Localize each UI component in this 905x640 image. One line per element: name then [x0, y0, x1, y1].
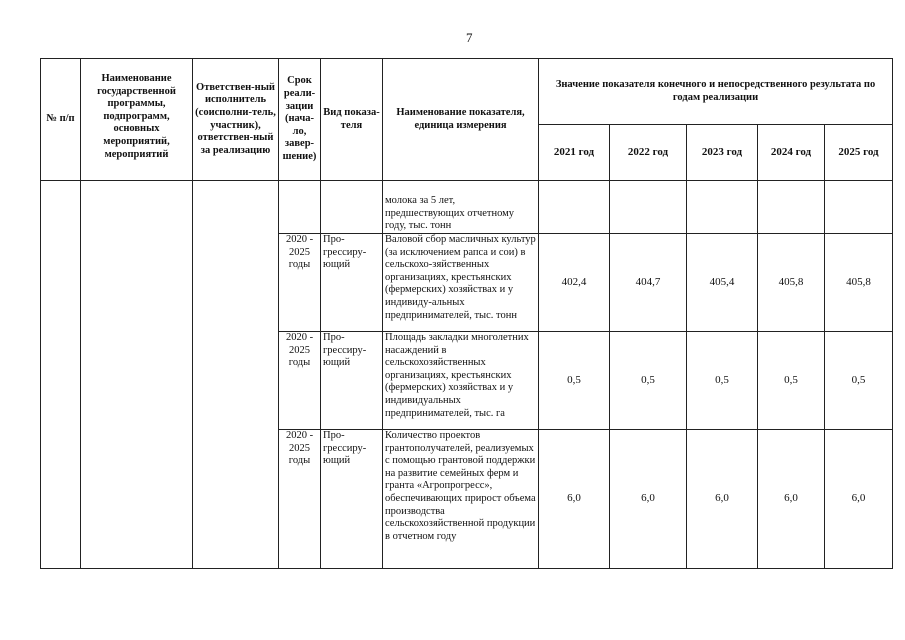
header-year-2023: 2023 год [687, 125, 758, 181]
cell-value: 0,5 [687, 332, 758, 430]
cell-value: 405,8 [758, 234, 825, 332]
table-row [41, 181, 893, 234]
cell-num [41, 181, 81, 569]
cell-indicator: молока за 5 лет, предшествующих отчетному году, тыс. тонн [383, 181, 539, 234]
cell-indicator: Валовой сбор масличных культур (за исключением рапса и сои) в сельскохо-зяйственных организациях, крестьянских (фермерских) хозяйствах и у индивиду-альных предпринимателей, тыс. тонн [383, 234, 539, 332]
cell-value: 6,0 [539, 430, 610, 569]
header-kind: Вид показа-теля [321, 59, 383, 181]
header-year-2024: 2024 год [758, 125, 825, 181]
header-num: № п/п [41, 59, 81, 181]
cell-term: 2020 - 2025 годы [279, 430, 321, 569]
cell-kind: Про-грессиру-ющий [321, 430, 383, 569]
cell-term [279, 181, 321, 234]
cell-kind: Про-грессиру-ющий [321, 332, 383, 430]
page-number: 7 [466, 30, 473, 45]
cell-value: 6,0 [687, 430, 758, 569]
cell-value: 0,5 [825, 332, 893, 430]
cell-value: 0,5 [610, 332, 687, 430]
cell-program [81, 181, 193, 569]
cell-value: 402,4 [539, 234, 610, 332]
cell-value: 0,5 [539, 332, 610, 430]
cell-value [539, 181, 610, 234]
header-values-group: Значение показателя конечного и непосредственного результата по годам реализации [539, 59, 893, 125]
cell-term: 2020 - 2025 годы [279, 234, 321, 332]
cell-value: 6,0 [758, 430, 825, 569]
header-term: Срок реали-зации (нача-ло, завер-шение) [279, 59, 321, 181]
cell-kind [321, 181, 383, 234]
cell-value: 405,4 [687, 234, 758, 332]
cell-value: 6,0 [610, 430, 687, 569]
cell-value: 404,7 [610, 234, 687, 332]
indicators-table [40, 58, 893, 569]
cell-kind: Про-грессиру-ющий [321, 234, 383, 332]
header-program: Наименование государственной программы, подпрограмм, основных мероприятий, мероприятий [81, 59, 193, 181]
cell-value: 6,0 [825, 430, 893, 569]
cell-value [687, 181, 758, 234]
header-year-2025: 2025 год [825, 125, 893, 181]
header-indicator: Наименование показателя, единица измерения [383, 59, 539, 181]
cell-indicator: Площадь закладки многолетних насаждений в сельскохозяйственных организациях, крестьянских (фермерских) хозяйствах и у индивидуальных предпринимателей, тыс. га [383, 332, 539, 430]
cell-value: 0,5 [758, 332, 825, 430]
cell-value: 405,8 [825, 234, 893, 332]
cell-indicator: Количество проектов грантополучателей, реализуемых с помощью грантовой поддержки на развитие семейных ферм и гранта «Агропрогресс», обеспечивающих прирост объема производства сельскохозяйственной продукции в отчетном году [383, 430, 539, 569]
cell-value [758, 181, 825, 234]
header-year-2021: 2021 год [539, 125, 610, 181]
header-executor: Ответствен-ный исполнитель (соисполни-тель, участник), ответствен-ный за реализацию [193, 59, 279, 181]
header-year-2022: 2022 год [610, 125, 687, 181]
cell-value [825, 181, 893, 234]
cell-executor [193, 181, 279, 569]
cell-value [610, 181, 687, 234]
cell-term: 2020 - 2025 годы [279, 332, 321, 430]
